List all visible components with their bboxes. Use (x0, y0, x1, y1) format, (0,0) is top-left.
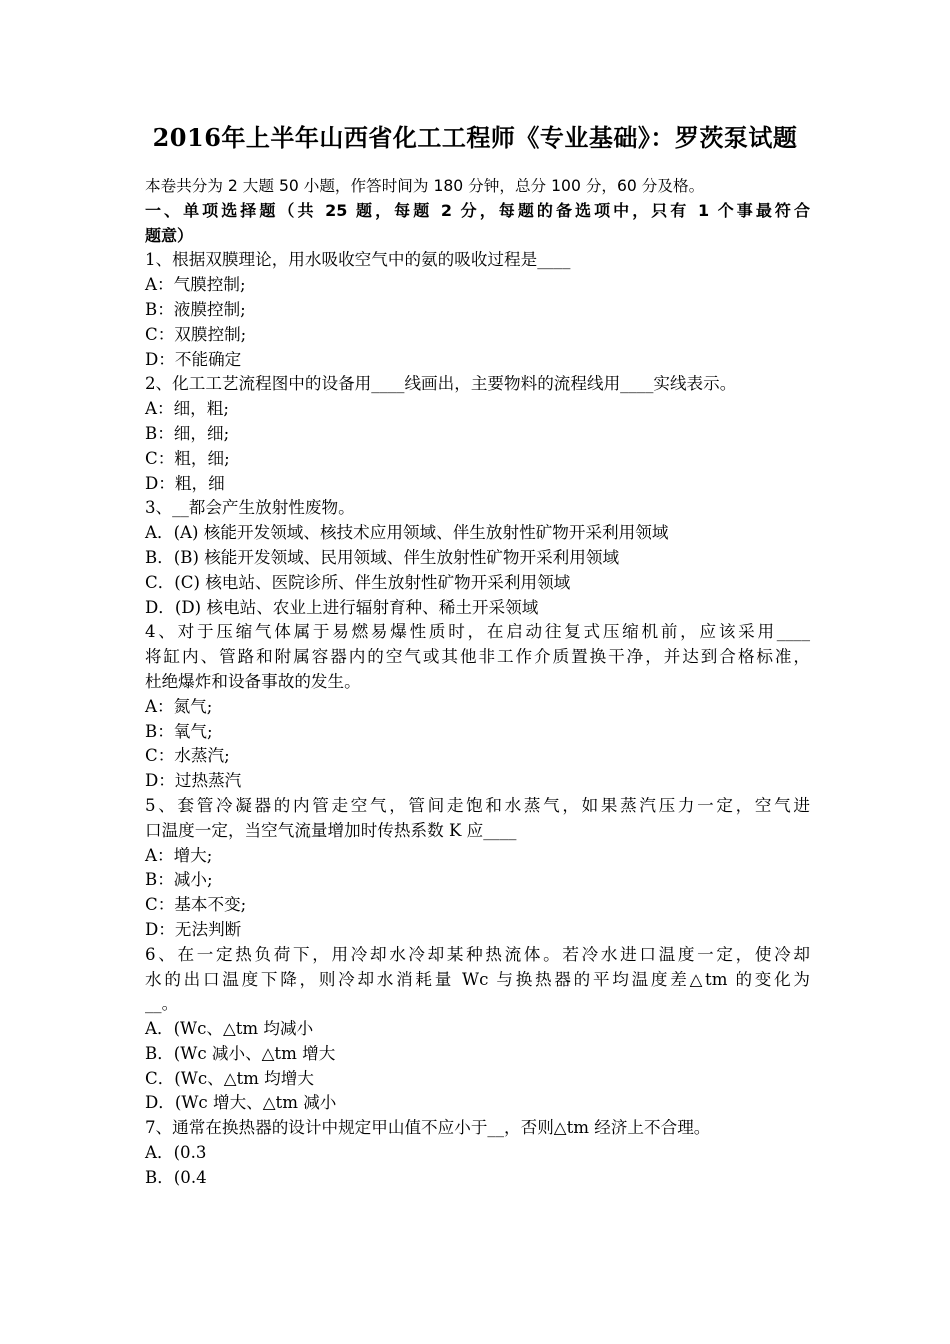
option-d: D：不能确定 (145, 349, 242, 369)
option-d: D．(Wc 增大、△tm 减小 (145, 1093, 337, 1113)
question-stem: 6、在一定热负荷下，用冷却水冷却某种热流体。若冷水进口温度一定，使冷却 (145, 944, 810, 964)
option-b: B：细，细; (145, 423, 230, 443)
question-stem-cont: 水的出口温度下降，则冷却水消耗量 Wc 与换热器的平均温度差△tm 的变化为 (145, 969, 810, 989)
option-b: B．(Wc 减小、△tm 增大 (145, 1043, 336, 1063)
option-c: C：基本不变; (145, 895, 247, 915)
option-b: B．(0.4 (145, 1167, 207, 1187)
option-c: C．(C) 核电站、医院诊所、伴生放射性矿物开采利用领域 (145, 572, 571, 592)
option-c: C：双膜控制; (145, 324, 247, 344)
section-heading: 一、单项选择题（共 25 题，每题 2 分，每题的备选项中，只有 1 个事最符合 (145, 200, 810, 220)
question-stem-cont: __。 (145, 994, 179, 1014)
exam-intro: 本卷共分为 2 大题 50 小题，作答时间为 180 分钟，总分 100 分，60 分及格。 (145, 177, 705, 195)
question-stem: 7、通常在换热器的设计中规定甲山值不应小于__，否则△tm 经济上不合理。 (145, 1118, 711, 1138)
option-c: C．(Wc、△tm 均增大 (145, 1068, 314, 1088)
question-2 (145, 372, 810, 496)
document-body (145, 174, 810, 1191)
option-b: B：液膜控制; (145, 299, 246, 319)
question-3 (145, 496, 810, 620)
question-5 (145, 794, 810, 943)
option-b: B：减小; (145, 870, 213, 890)
option-a: A：增大; (145, 845, 213, 865)
option-d: D：无法判断 (145, 919, 242, 939)
question-4 (145, 620, 810, 794)
question-7 (145, 1116, 810, 1190)
option-d: D：过热蒸汽 (145, 771, 242, 791)
option-c: C：粗，细; (145, 448, 230, 468)
question-stem: 5、套管冷凝器的内管走空气，管间走饱和水蒸气，如果蒸汽压力一定，空气进 (145, 795, 810, 815)
document-title: 2016年上半年山西省化工工程师《专业基础》：罗茨泵试题 (152, 123, 798, 152)
question-stem-cont: 杜绝爆炸和设备事故的发生。 (145, 671, 361, 691)
question-1 (145, 248, 810, 372)
option-a: A：细，粗; (145, 399, 229, 419)
option-b: B．(B) 核能开发领域、民用领域、伴生放射性矿物开采利用领域 (145, 547, 620, 567)
option-a: A：氮气; (145, 696, 213, 716)
question-stem: 1、根据双膜理论，用水吸收空气中的氨的吸收过程是____ (145, 250, 571, 270)
option-d: D：粗，细 (145, 473, 225, 493)
section-heading-cont: 题意） (145, 225, 194, 245)
option-d: D．(D) 核电站、农业上进行辐射育种、稀土开采领域 (145, 597, 539, 617)
question-stem: 3、__都会产生放射性废物。 (145, 498, 355, 518)
question-stem: 4、对于压缩气体属于易燃易爆性质时，在启动往复式压缩机前，应该采用____ (145, 622, 810, 642)
option-b: B：氧气; (145, 721, 213, 741)
question-6 (145, 943, 810, 1117)
question-stem-cont: 将缸内、管路和附属容器内的空气或其他非工作介质置换干净，并达到合格标准， (145, 647, 810, 667)
option-a: A．(0.3 (145, 1143, 207, 1163)
option-c: C：水蒸汽; (145, 746, 230, 766)
option-a: A：气膜控制; (145, 275, 246, 295)
option-a: A．(Wc、△tm 均减小 (145, 1019, 314, 1039)
option-a: A．(A) 核能开发领域、核技术应用领域、伴生放射性矿物开采利用领域 (145, 523, 669, 543)
question-stem: 2、化工工艺流程图中的设备用____线画出，主要物料的流程线用____实线表示。 (145, 374, 737, 394)
question-stem-cont: 口温度一定，当空气流量增加时传热系数 K 应____ (145, 820, 517, 840)
